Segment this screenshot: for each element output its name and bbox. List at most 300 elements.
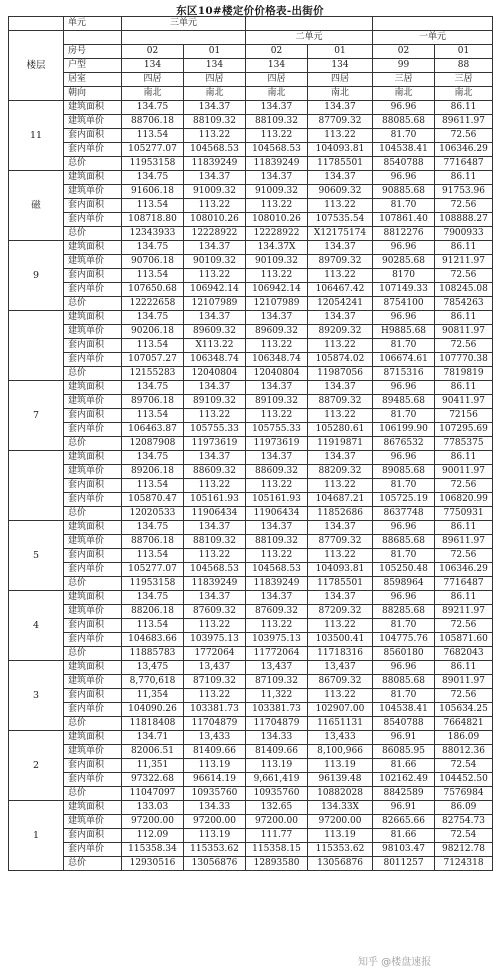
price-cell: 88109.32 bbox=[246, 535, 308, 549]
floor-9-row bbox=[9, 731, 493, 745]
metric-label: 建筑单价 bbox=[64, 255, 122, 269]
price-cell: 91606.18 bbox=[122, 185, 184, 199]
price-cell: 11651131 bbox=[308, 717, 373, 731]
price-cell: 107861.40 bbox=[373, 213, 435, 227]
header-cell: 134 bbox=[122, 59, 184, 73]
floor-1-row bbox=[9, 185, 493, 199]
header-cell: 01 bbox=[308, 45, 373, 59]
price-cell: 86.11 bbox=[435, 381, 493, 395]
floor-number: 3 bbox=[9, 661, 64, 731]
floor-9-row bbox=[9, 787, 493, 801]
price-cell: 12228922 bbox=[246, 227, 308, 241]
price-cell: 89109.32 bbox=[184, 395, 246, 409]
price-cell: 108245.08 bbox=[435, 283, 493, 297]
price-cell: 113.22 bbox=[184, 129, 246, 143]
price-cell: 106942.14 bbox=[184, 283, 246, 297]
price-cell: 106467.42 bbox=[308, 283, 373, 297]
price-cell: 108010.26 bbox=[184, 213, 246, 227]
price-cell: 11704879 bbox=[184, 717, 246, 731]
price-cell: 90011.97 bbox=[435, 465, 493, 479]
metric-label: 套内面积 bbox=[64, 409, 122, 423]
price-cell: 115353.62 bbox=[184, 843, 246, 857]
floor-4-row bbox=[9, 423, 493, 437]
price-cell: 12343933 bbox=[122, 227, 184, 241]
price-cell: 8715316 bbox=[373, 367, 435, 381]
price-cell: 81409.66 bbox=[246, 745, 308, 759]
price-cell: 11973619 bbox=[184, 437, 246, 451]
price-cell: 81.70 bbox=[373, 689, 435, 703]
price-cell: 8842589 bbox=[373, 787, 435, 801]
price-cell: 13,437 bbox=[308, 661, 373, 675]
floor-4-row bbox=[9, 409, 493, 423]
metric-label: 总价 bbox=[64, 647, 122, 661]
metric-label: 建筑面积 bbox=[64, 101, 122, 115]
price-cell: 113.22 bbox=[184, 689, 246, 703]
price-cell: 89109.32 bbox=[246, 395, 308, 409]
metric-label: 总价 bbox=[64, 157, 122, 171]
floor-4-row bbox=[9, 437, 493, 451]
price-cell: 86.11 bbox=[435, 521, 493, 535]
metric-label: 套内单价 bbox=[64, 423, 122, 437]
row-label: 居室 bbox=[64, 73, 122, 87]
metric-label: 套内面积 bbox=[64, 689, 122, 703]
price-cell: 96.96 bbox=[373, 101, 435, 115]
price-cell: 104683.66 bbox=[122, 633, 184, 647]
price-cell: 104568.53 bbox=[246, 563, 308, 577]
price-cell: 11839249 bbox=[184, 577, 246, 591]
price-cell: 87609.32 bbox=[184, 605, 246, 619]
price-cell: 13,433 bbox=[308, 731, 373, 745]
metric-label: 套内面积 bbox=[64, 269, 122, 283]
price-cell: 12107989 bbox=[246, 297, 308, 311]
blank-cell bbox=[64, 31, 122, 45]
price-cell: 89485.68 bbox=[373, 395, 435, 409]
price-cell: 113.22 bbox=[184, 199, 246, 213]
price-cell: 88085.68 bbox=[373, 115, 435, 129]
price-cell: 133.03 bbox=[122, 801, 184, 815]
price-cell: 96.96 bbox=[373, 241, 435, 255]
metric-label: 总价 bbox=[64, 507, 122, 521]
price-cell: 91009.32 bbox=[184, 185, 246, 199]
price-cell: 134.37 bbox=[184, 101, 246, 115]
price-cell: 134.37 bbox=[184, 311, 246, 325]
metric-label: 建筑单价 bbox=[64, 465, 122, 479]
price-cell: 72.56 bbox=[435, 479, 493, 493]
header-cell: 三居 bbox=[373, 73, 435, 87]
price-cell: 8812276 bbox=[373, 227, 435, 241]
metric-label: 建筑单价 bbox=[64, 815, 122, 829]
price-cell: 113.22 bbox=[184, 549, 246, 563]
price-cell: 113.22 bbox=[308, 409, 373, 423]
price-cell: 106346.29 bbox=[435, 143, 493, 157]
price-cell: 13,433 bbox=[184, 731, 246, 745]
price-cell: 113.54 bbox=[122, 619, 184, 633]
metric-label: 套内单价 bbox=[64, 563, 122, 577]
price-cell: 90109.32 bbox=[184, 255, 246, 269]
price-cell: 7124318 bbox=[435, 857, 493, 871]
price-cell: 103500.41 bbox=[308, 633, 373, 647]
floor-10-row bbox=[9, 843, 493, 857]
price-cell: 102162.49 bbox=[373, 773, 435, 787]
floor-10-row bbox=[9, 815, 493, 829]
metric-label: 套内单价 bbox=[64, 283, 122, 297]
price-cell: 96.91 bbox=[373, 731, 435, 745]
price-cell: 106348.74 bbox=[184, 353, 246, 367]
price-cell: 108888.27 bbox=[435, 213, 493, 227]
price-cell: 88085.68 bbox=[373, 675, 435, 689]
price-cell: 134.37 bbox=[184, 521, 246, 535]
price-cell: 134.75 bbox=[122, 311, 184, 325]
price-cell: 72.56 bbox=[435, 619, 493, 633]
unit-2-top bbox=[246, 17, 373, 31]
price-cell: 96.91 bbox=[373, 801, 435, 815]
floor-5-row bbox=[9, 493, 493, 507]
price-cell: 88109.32 bbox=[184, 535, 246, 549]
price-cell: 134.33X bbox=[308, 801, 373, 815]
price-cell: 134.37 bbox=[308, 381, 373, 395]
metric-label: 套内面积 bbox=[64, 339, 122, 353]
price-cell: 113.22 bbox=[184, 619, 246, 633]
price-cell: 105870.47 bbox=[122, 493, 184, 507]
price-cell: 106942.14 bbox=[246, 283, 308, 297]
price-cell: 107149.33 bbox=[373, 283, 435, 297]
price-cell: 8754100 bbox=[373, 297, 435, 311]
price-cell: 134.37 bbox=[246, 311, 308, 325]
header-cell: 南北 bbox=[435, 87, 493, 101]
header-cell: 四居 bbox=[308, 73, 373, 87]
price-cell: 134.37 bbox=[308, 171, 373, 185]
price-cell: 134.75 bbox=[122, 591, 184, 605]
price-cell: 72.56 bbox=[435, 129, 493, 143]
metric-label: 总价 bbox=[64, 227, 122, 241]
price-cell: 115358.34 bbox=[122, 843, 184, 857]
floor-0-row bbox=[9, 115, 493, 129]
price-cell: 104568.53 bbox=[184, 143, 246, 157]
metric-label: 总价 bbox=[64, 857, 122, 871]
row-label: 朝向 bbox=[64, 87, 122, 101]
price-cell: 96.96 bbox=[373, 171, 435, 185]
price-cell: 81.70 bbox=[373, 339, 435, 353]
price-cell: 134.37 bbox=[246, 591, 308, 605]
header-cell: 88 bbox=[435, 59, 493, 73]
price-cell: 105161.93 bbox=[246, 493, 308, 507]
floor-6-row bbox=[9, 549, 493, 563]
header-cell: 02 bbox=[246, 45, 308, 59]
price-cell: 96614.19 bbox=[184, 773, 246, 787]
price-cell: 7750931 bbox=[435, 507, 493, 521]
header-row-type-area bbox=[9, 59, 493, 73]
price-cell: 11839249 bbox=[246, 157, 308, 171]
price-cell: 113.19 bbox=[184, 759, 246, 773]
price-cell: 11818408 bbox=[122, 717, 184, 731]
metric-label: 套内单价 bbox=[64, 773, 122, 787]
price-cell: 113.22 bbox=[308, 549, 373, 563]
price-cell: 91009.32 bbox=[246, 185, 308, 199]
row-label: 户型 bbox=[64, 59, 122, 73]
price-cell: 113.22 bbox=[246, 269, 308, 283]
price-cell: 81.70 bbox=[373, 549, 435, 563]
floor-1-row bbox=[9, 171, 493, 185]
price-cell: 113.22 bbox=[184, 409, 246, 423]
price-cell: 72.56 bbox=[435, 549, 493, 563]
floor-7-row bbox=[9, 605, 493, 619]
price-cell: 134.37 bbox=[246, 381, 308, 395]
price-cell: 13056876 bbox=[184, 857, 246, 871]
unit-1-top bbox=[373, 17, 493, 31]
price-cell: 11704879 bbox=[246, 717, 308, 731]
header-cell: 南北 bbox=[373, 87, 435, 101]
price-cell: 8540788 bbox=[373, 717, 435, 731]
price-cell: 96.96 bbox=[373, 311, 435, 325]
price-cell: 134.37 bbox=[308, 591, 373, 605]
metric-label: 建筑单价 bbox=[64, 675, 122, 689]
price-cell: 103381.73 bbox=[246, 703, 308, 717]
price-cell: 87709.32 bbox=[308, 115, 373, 129]
floor-4-row bbox=[9, 395, 493, 409]
floor-9-row bbox=[9, 773, 493, 787]
price-cell: 113.22 bbox=[308, 269, 373, 283]
price-cell: 81.66 bbox=[373, 759, 435, 773]
floor-8-row bbox=[9, 661, 493, 675]
price-cell: 134.37 bbox=[184, 381, 246, 395]
header-cell: 02 bbox=[373, 45, 435, 59]
price-cell: 108010.26 bbox=[246, 213, 308, 227]
price-cell: 81.70 bbox=[373, 479, 435, 493]
price-cell: 90411.97 bbox=[435, 395, 493, 409]
price-cell: 105634.25 bbox=[435, 703, 493, 717]
price-cell: 11,322 bbox=[246, 689, 308, 703]
price-cell: 105280.61 bbox=[308, 423, 373, 437]
price-cell: 105755.33 bbox=[246, 423, 308, 437]
header-cell: 南北 bbox=[122, 87, 184, 101]
price-cell: 134.37X bbox=[246, 241, 308, 255]
blank-cell bbox=[122, 31, 246, 45]
price-cell: 113.22 bbox=[308, 619, 373, 633]
price-cell: 86709.32 bbox=[308, 675, 373, 689]
price-cell: X113.22 bbox=[184, 339, 246, 353]
price-cell: 12087908 bbox=[122, 437, 184, 451]
price-cell: 11953158 bbox=[122, 577, 184, 591]
price-cell: 7664821 bbox=[435, 717, 493, 731]
price-cell: 134.37 bbox=[184, 241, 246, 255]
price-cell: 8540788 bbox=[373, 157, 435, 171]
price-cell: 90206.18 bbox=[122, 325, 184, 339]
price-cell: 134.37 bbox=[308, 241, 373, 255]
price-cell: 11885783 bbox=[122, 647, 184, 661]
price-cell: 11906434 bbox=[246, 507, 308, 521]
floor-1-row bbox=[9, 227, 493, 241]
price-cell: 88609.32 bbox=[246, 465, 308, 479]
floor-8-row bbox=[9, 703, 493, 717]
price-cell: 90811.97 bbox=[435, 325, 493, 339]
header-cell: 南北 bbox=[246, 87, 308, 101]
price-cell: 105725.19 bbox=[373, 493, 435, 507]
price-cell: 11,354 bbox=[122, 689, 184, 703]
price-cell: 104093.81 bbox=[308, 563, 373, 577]
price-cell: 113.54 bbox=[122, 269, 184, 283]
header-corner bbox=[9, 17, 64, 31]
price-cell: 113.22 bbox=[246, 549, 308, 563]
floor-1-row bbox=[9, 199, 493, 213]
price-cell: 11953158 bbox=[122, 157, 184, 171]
price-cell: 86.09 bbox=[435, 801, 493, 815]
price-cell: 103975.13 bbox=[184, 633, 246, 647]
price-cell: 88706.18 bbox=[122, 115, 184, 129]
floor-number: 9 bbox=[9, 241, 64, 311]
metric-label: 套内单价 bbox=[64, 353, 122, 367]
floor-number: 磁 bbox=[9, 171, 64, 241]
price-cell: 105871.60 bbox=[435, 633, 493, 647]
price-cell: 134.37 bbox=[246, 171, 308, 185]
price-cell: 86.11 bbox=[435, 101, 493, 115]
floor-10-row bbox=[9, 857, 493, 871]
header-row-room-no bbox=[9, 45, 493, 59]
price-cell: 105277.07 bbox=[122, 143, 184, 157]
metric-label: 总价 bbox=[64, 717, 122, 731]
price-cell: 88285.68 bbox=[373, 605, 435, 619]
price-cell: 11718316 bbox=[308, 647, 373, 661]
price-cell: 8,770,618 bbox=[122, 675, 184, 689]
price-cell: 96.96 bbox=[373, 591, 435, 605]
floor-5-row bbox=[9, 465, 493, 479]
price-cell: 89709.32 bbox=[308, 255, 373, 269]
header-row-rooms bbox=[9, 73, 493, 87]
floor-5-row bbox=[9, 507, 493, 521]
price-cell: 72.54 bbox=[435, 759, 493, 773]
price-cell: 91753.96 bbox=[435, 185, 493, 199]
price-cell: 90885.68 bbox=[373, 185, 435, 199]
header-cell: 四居 bbox=[246, 73, 308, 87]
price-cell: 87109.32 bbox=[246, 675, 308, 689]
price-cell: 113.22 bbox=[308, 689, 373, 703]
price-cell: 113.22 bbox=[308, 339, 373, 353]
price-cell: 91211.97 bbox=[435, 255, 493, 269]
price-cell: 97322.68 bbox=[122, 773, 184, 787]
price-cell: 107057.27 bbox=[122, 353, 184, 367]
price-cell: 104452.50 bbox=[435, 773, 493, 787]
metric-label: 建筑面积 bbox=[64, 381, 122, 395]
metric-label: 建筑面积 bbox=[64, 801, 122, 815]
floor-number: 4 bbox=[9, 591, 64, 661]
floor-2-row bbox=[9, 255, 493, 269]
price-cell: 97200.00 bbox=[184, 815, 246, 829]
price-cell: 11,351 bbox=[122, 759, 184, 773]
price-cell: 96.96 bbox=[373, 521, 435, 535]
floor-9-row bbox=[9, 745, 493, 759]
price-cell: 86.11 bbox=[435, 171, 493, 185]
price-cell: 11785501 bbox=[308, 577, 373, 591]
header-cell: 南北 bbox=[308, 87, 373, 101]
metric-label: 建筑面积 bbox=[64, 661, 122, 675]
header-cell: 134 bbox=[308, 59, 373, 73]
price-cell: 8560180 bbox=[373, 647, 435, 661]
price-cell: 134.37 bbox=[308, 101, 373, 115]
floor-7-row bbox=[9, 591, 493, 605]
price-cell: 11839249 bbox=[246, 577, 308, 591]
metric-label: 套内单价 bbox=[64, 843, 122, 857]
price-cell: 113.22 bbox=[308, 129, 373, 143]
metric-label: 总价 bbox=[64, 367, 122, 381]
price-cell: 10935760 bbox=[184, 787, 246, 801]
price-cell: 81.70 bbox=[373, 619, 435, 633]
price-cell: 87209.32 bbox=[308, 605, 373, 619]
price-cell: 96.96 bbox=[373, 381, 435, 395]
price-cell: 104687.21 bbox=[308, 493, 373, 507]
price-cell: 113.22 bbox=[308, 199, 373, 213]
price-cell: 86.11 bbox=[435, 451, 493, 465]
price-cell: 12107989 bbox=[184, 297, 246, 311]
floor-2-row bbox=[9, 297, 493, 311]
price-cell: 115358.15 bbox=[246, 843, 308, 857]
price-cell: 72.56 bbox=[435, 269, 493, 283]
metric-label: 套内单价 bbox=[64, 493, 122, 507]
price-cell: 7716487 bbox=[435, 577, 493, 591]
price-cell: 86.11 bbox=[435, 311, 493, 325]
metric-label: 建筑面积 bbox=[64, 241, 122, 255]
header-row-units bbox=[9, 17, 493, 31]
floor-9-row bbox=[9, 759, 493, 773]
price-cell: 10882028 bbox=[308, 787, 373, 801]
price-cell: 7682043 bbox=[435, 647, 493, 661]
unit-3: 三单元 bbox=[122, 17, 246, 31]
price-cell: 106463.87 bbox=[122, 423, 184, 437]
price-cell: 104538.41 bbox=[373, 703, 435, 717]
price-cell: 98212.78 bbox=[435, 843, 493, 857]
price-cell: 107295.69 bbox=[435, 423, 493, 437]
price-cell: 112.09 bbox=[122, 829, 184, 843]
price-cell: 11987056 bbox=[308, 367, 373, 381]
price-cell: 8,100,966 bbox=[308, 745, 373, 759]
price-cell: 8598964 bbox=[373, 577, 435, 591]
price-cell: 113.54 bbox=[122, 549, 184, 563]
price-cell: 7785375 bbox=[435, 437, 493, 451]
floor-1-row bbox=[9, 213, 493, 227]
floor-0-row bbox=[9, 101, 493, 115]
price-cell: 113.22 bbox=[246, 409, 308, 423]
price-cell: 106199.90 bbox=[373, 423, 435, 437]
floor-8-row bbox=[9, 675, 493, 689]
price-cell: 134.75 bbox=[122, 171, 184, 185]
price-cell: 11047097 bbox=[122, 787, 184, 801]
metric-label: 建筑单价 bbox=[64, 325, 122, 339]
price-cell: 113.54 bbox=[122, 199, 184, 213]
price-cell: 103975.13 bbox=[246, 633, 308, 647]
price-cell: 13,475 bbox=[122, 661, 184, 675]
price-cell: 12155283 bbox=[122, 367, 184, 381]
price-cell: 134.33 bbox=[246, 731, 308, 745]
floor-3-row bbox=[9, 353, 493, 367]
price-cell: 87709.32 bbox=[308, 535, 373, 549]
price-cell: 87109.32 bbox=[184, 675, 246, 689]
metric-label: 建筑单价 bbox=[64, 535, 122, 549]
price-cell: 113.19 bbox=[184, 829, 246, 843]
price-cell: 82754.73 bbox=[435, 815, 493, 829]
header-row-orientation bbox=[9, 87, 493, 101]
unit-1: 一单元 bbox=[373, 31, 493, 45]
price-cell: 72.56 bbox=[435, 689, 493, 703]
floor-6-row bbox=[9, 535, 493, 549]
price-cell: 132.65 bbox=[246, 801, 308, 815]
header-cell: 134 bbox=[184, 59, 246, 73]
price-cell: 7716487 bbox=[435, 157, 493, 171]
price-cell: 104090.26 bbox=[122, 703, 184, 717]
floor-3-row bbox=[9, 325, 493, 339]
price-cell: 89209.32 bbox=[308, 325, 373, 339]
price-cell: 88109.32 bbox=[184, 115, 246, 129]
price-cell: 7854263 bbox=[435, 297, 493, 311]
price-cell: 89706.18 bbox=[122, 395, 184, 409]
price-cell: 97200.00 bbox=[308, 815, 373, 829]
